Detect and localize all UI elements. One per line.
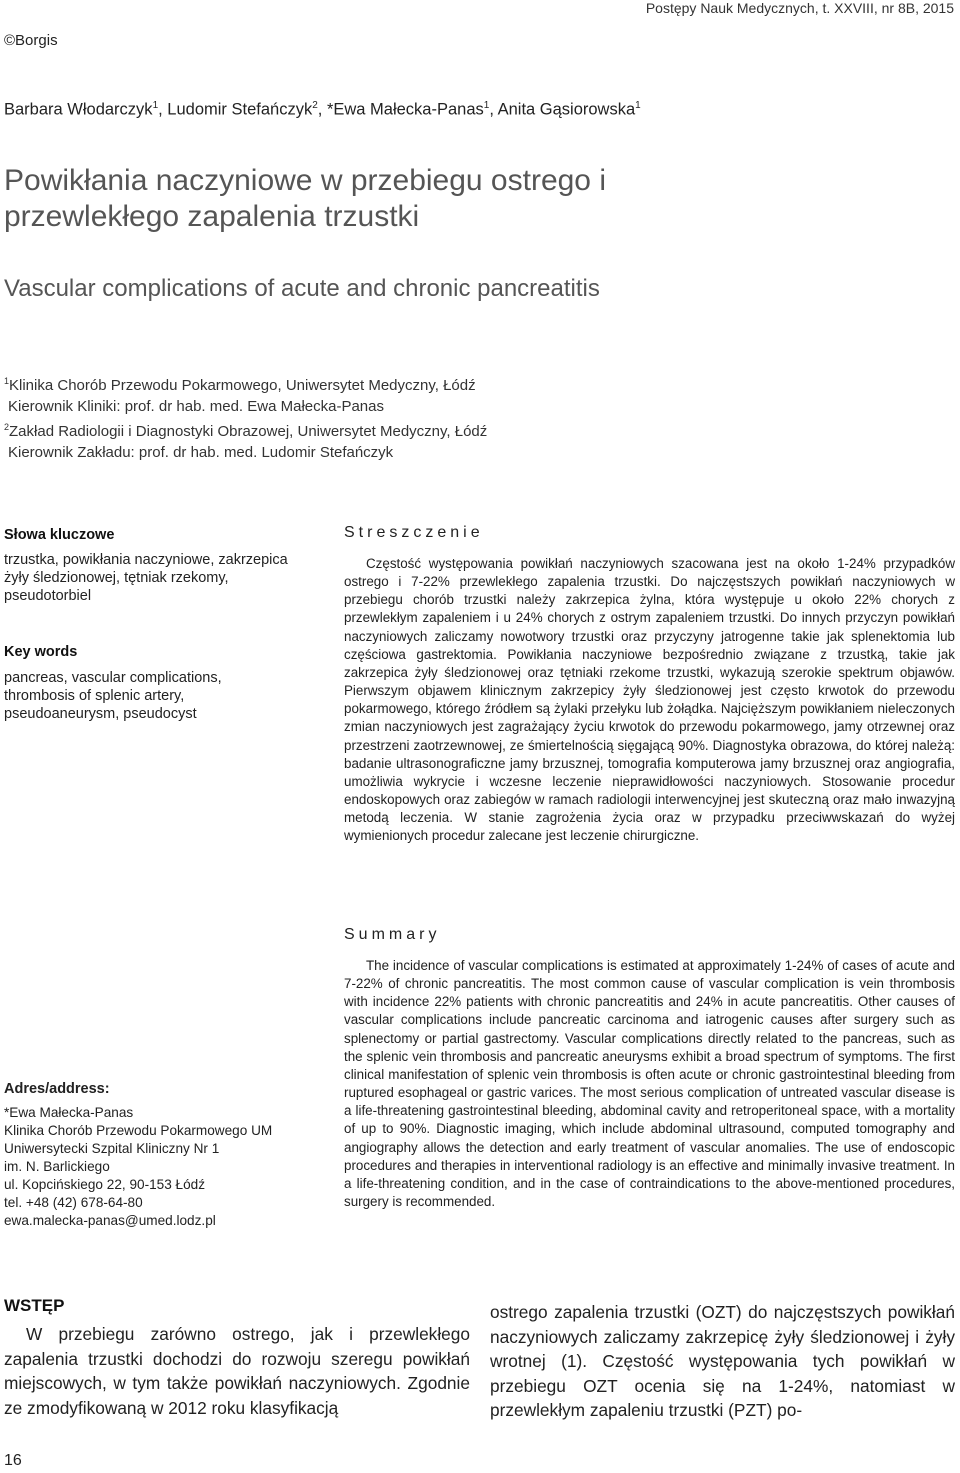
publisher-mark: ©Borgis	[4, 32, 58, 49]
keywords-en-text: pancreas, vascular complications, thrombosis of splenic artery, pseudoaneurysm, pseudocyst	[4, 670, 222, 722]
journal-citation: Postępy Nauk Medycznych, t. XXVIII, nr 8B, 2015	[645, 0, 954, 16]
summary-heading: Summary	[344, 926, 441, 943]
author-name: Barbara Włodarczyk	[4, 100, 153, 119]
streszczenie-heading: Streszczenie	[344, 524, 484, 541]
affiliation-unit-name: Zakład Radiologii i Diagnostyki Obrazowej, Uniwersytet Medyczny, Łódź	[9, 423, 488, 440]
affiliation-head: Kierownik Zakładu: prof. dr hab. med. Ludomir Stefańczyk	[8, 444, 394, 461]
address-line: Uniwersytecki Szpital Kliniczny Nr 1	[4, 1141, 220, 1156]
author-affiliation-number: 1	[635, 100, 641, 111]
affiliation-number: 1	[4, 376, 10, 386]
address-line: im. N. Barlickiego	[4, 1159, 110, 1174]
author-list: Barbara Włodarczyk$^1$, Ludomir Stefańczyk$^2$, *Ewa Małecka-Panas$^1$, Anita Gąsiorowska$^1$	[4, 100, 641, 119]
email-link[interactable]: ewa.malecka-panas@umed.lodz.pl	[4, 1213, 216, 1228]
affiliation-unit-name: Klinika Chorób Przewodu Pokarmowego, Uniwersytet Medyczny, Łódź	[9, 377, 476, 394]
affiliations	[4, 371, 487, 463]
keywords-en-heading: Key words	[4, 644, 78, 660]
intro-text-right: ostrego zapalenia trzustki (OZT) do najczęstszych powikłań naczyniowych zaliczamy zakrzepicę żyły śledzionowej i żyły wrotnej (1). Częstość występowania tych powikłań w przebiegu OZT ocenia się na 1-24%, natomiast w przewlekłym zapaleniu trzustki (PZT) po-	[490, 1302, 955, 1420]
keywords-pl-text: trzustka, powikłania naczyniowe, zakrzepica żyły śledzionowej, tętniak rzekomy, pseudotorbiel	[4, 552, 288, 604]
title-polish: Powikłania naczyniowe w przebiegu ostrego i przewlekłego zapalenia trzustki	[4, 164, 606, 233]
address-line: tel. +48 (42) 678-64-80	[4, 1195, 143, 1210]
author-affiliation-number: 2	[312, 100, 318, 111]
affiliation-unit	[4, 417, 487, 442]
address-heading: Adres/address:	[4, 1081, 110, 1097]
page-number: 16	[4, 1452, 22, 1469]
affiliation-number: 2	[4, 422, 10, 432]
title-english: Vascular complications of acute and chronic pancreatitis	[4, 275, 600, 302]
address-line: ul. Kopcińskiego 22, 90-153 Łódź	[4, 1177, 206, 1192]
affiliation-unit	[4, 371, 487, 396]
author-name: Anita Gąsiorowska	[497, 100, 636, 119]
address-line: Klinika Chorób Przewodu Pokarmowego UM	[4, 1123, 273, 1138]
author-name: *Ewa Małecka-Panas	[326, 100, 484, 119]
affiliation-head: Kierownik Kliniki: prof. dr hab. med. Ewa Małecka-Panas	[8, 398, 384, 415]
summary-text: The incidence of vascular complications is estimated at approximately 1-24% of cases of acute and 7-22% of chronic pancreatitis. The most common cause of vascular complication is vein thrombosis with incidence 22% patients with chronic pancreatitis and 24% in acute pancreatitis. Other causes of vascular complications include pancreatic carcinoma and iatrogenic causes after surgery such as splenectomy or partial gastrectomy. Vascular complications directly related to the pancreas, such as the splenic vein thrombosis and pancreatic aneurysms exhibit a broad spectrum of symptoms. The first clinical manifestation of splenic vein thrombosis is often acute or chronic gastrointestinal bleeding from ruptured esophageal or gastric varices. The most serious complication of untreated vascular disease is a life-threatening gastrointestinal bleeding, abdominal cavity and retroperitoneal space, with a mortality of up to 90%. Diagnostic imaging, which include abdominal ultrasound, computed tomography and angiography allows the detection and early treatment of vascular anomalies. The use of endoscopic procedures and therapies in interventional radiology is an effective and minimally invasive treatment. In a life-threatening condition, and in the case of contraindications to the above-mentioned procedures, surgery is recommended.	[344, 958, 955, 1210]
streszczenie-text: Częstość występowania powikłań naczyniowych szacowana jest na około 1-24% przypadków ostrego i 7-22% przewlekłego zapalenia trzustki. Do najczęstszych powikłań naczyniowych w przebiegu chorób trzustki należy zakrzepica żylna, która występuje u około 22% chorych z przewlekłym zapaleniem i u 24% chorych z ostrym zapaleniem trzustki. Do innych przyczyn powikłań naczyniowych zaliczamy nowotwory trzustki oraz przyczyny jatrogenne takie jak splenektomia lub częściowa gastrektomia. Powikłania naczyniowe bezpośrednio związane z trzustką, takie jak zakrzepica żyły śledzionowej oraz tętniaki rzekome trzustki, wykazują szerokie spektrum objawów. Pierwszym objawem klinicznym zakrzepicy żyły śledzionowej jest często krwotok do przewodu pokarmowego, którego źródłem są żylaki przełyku lub żołądka. Najcięższym powikłaniem nieleczonych zmian naczyniowych jest zagrażający życiu krwotok do przewodu pokarmowego, jamy otrzewnej oraz przestrzeni zaotrzewnowej, ze śmiertelnością sięgającą 90%. Diagnostyka obrazowa, do której należą: badanie ultrasonograficzne jamy brzusznej, tomografia komputerowa jamy brzusznej oraz angiografia, umożliwia wykrycie i wczesne leczenie nieprawidłowości naczyniowych. Stosowanie procedur endoskopowych oraz zabiegów w ramach radiologii interwencyjnej jest skuteczną oraz mało inwazyjną metodą leczenia. W stanie zagrożenia życia oraz w przypadku przeciwwskazań do wyżej wymienionych procedur zalecane jest leczenie chirurgiczne.	[344, 556, 955, 844]
author-name: Ludomir Stefańczyk	[167, 100, 313, 119]
intro-text-left: W przebiegu zarówno ostrego, jak i przewlekłego zapalenia trzustki dochodzi do rozwoju szeregu powikłań miejscowych, w tym także powikłań naczyniowych. Zgodnie ze zmodyfikowaną w 2012 roku klasyfikacją	[4, 1324, 470, 1418]
address-line: *Ewa Małecka-Panas	[4, 1105, 134, 1120]
author-affiliation-number: 1	[152, 100, 159, 111]
author-affiliation-number: 1	[483, 100, 490, 111]
intro-heading: WSTĘP	[4, 1296, 65, 1315]
correspondence-address	[4, 1080, 334, 1230]
keywords-pl-heading: Słowa kluczowe	[4, 527, 115, 543]
